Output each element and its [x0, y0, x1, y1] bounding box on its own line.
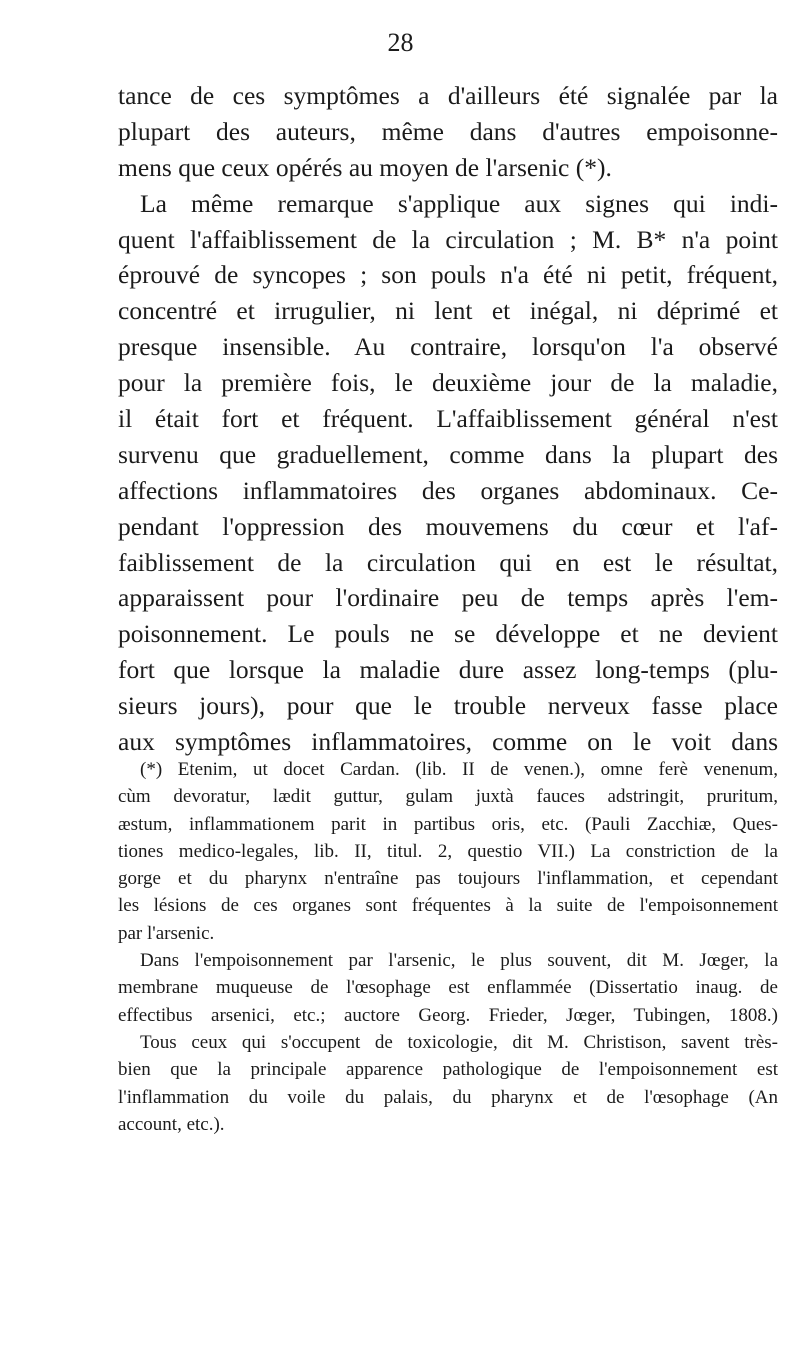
text-line: pendant l'oppression des mouvemens du cœur et l'af-: [118, 511, 778, 541]
text-line: poisonnement. Le pouls ne se développe et ne devient: [118, 619, 778, 649]
footnote-line: Tous ceux qui s'occupent de toxicologie, dit M. Christison, savent très-: [140, 1031, 778, 1053]
text-line: quent l'affaiblissement de la circulation ; M. B* n'a point: [118, 224, 778, 254]
footnote-line: par l'arsenic.: [118, 922, 215, 944]
footnote-line: les lésions de ces organes sont fréquentes à la suite de l'empoisonnement: [118, 895, 778, 917]
text-line: pour la première fois, le deuxième jour de la maladie,: [118, 368, 778, 398]
page-number: 28: [387, 28, 414, 57]
text-line: il était fort et fréquent. L'affaiblissement général n'est: [118, 404, 778, 434]
text-line: concentré et irrugulier, ni lent et inégal, ni déprimé et: [118, 296, 778, 326]
main-text-block: [118, 78, 778, 760]
text-line: aux symptômes inflammatoires, comme on le voit dans: [118, 727, 778, 757]
text-line: affections inflammatoires des organes abdominaux. Ce-: [118, 475, 778, 505]
footnote-line: æstum, inflammationem parit in partibus oris, etc. (Pauli Zacchiæ, Ques-: [118, 813, 778, 835]
footnote-line: l'inflammation du voile du palais, du pharynx et de l'œsophage (An: [118, 1086, 778, 1108]
footnote-line: bien que la principale apparence pathologique de l'empoisonnement est: [118, 1059, 778, 1081]
footnote-line: membrane muqueuse de l'œsophage est enflammée (Dissertatio inaug. de: [118, 977, 778, 999]
text-line: survenu que graduellement, comme dans la plupart des: [118, 439, 778, 469]
text-line: éprouvé de syncopes ; son pouls n'a été ni petit, fréquent,: [118, 260, 778, 290]
footnote-line: cùm devoratur, lædit guttur, gulam juxtà fauces adstringit, pruritum,: [118, 786, 778, 808]
text-line: presque insensible. Au contraire, lorsqu'on l'a observé: [118, 332, 778, 362]
footnote-line: effectibus arsenici, etc.; auctore Georg. Frieder, Jœger, Tubingen, 1808.): [118, 1004, 778, 1026]
footnote-line: account, etc.).: [118, 1113, 225, 1135]
text-line: sieurs jours), pour que le trouble nerveux fasse place: [118, 691, 778, 721]
footnote-line: Dans l'empoisonnement par l'arsenic, le plus souvent, dit M. Jœger, la: [140, 950, 778, 972]
footnote-line: tiones medico-legales, lib. II, titul. 2, questio VII.) La constriction de la: [118, 840, 778, 862]
footnote-line: (*) Etenim, ut docet Cardan. (lib. II de venen.), omne ferè venenum,: [140, 759, 778, 780]
text-line: apparaissent pour l'ordinaire peu de temps après l'em-: [118, 583, 778, 613]
text-line: fort que lorsque la maladie dure assez long-temps (plu-: [118, 655, 778, 685]
text-line: plupart des auteurs, même dans d'autres empoisonne-: [118, 116, 778, 146]
footnote-block: [118, 756, 778, 1138]
text-line: La même remarque s'applique aux signes qui indi-: [140, 188, 778, 218]
text-line: tance de ces symptômes a d'ailleurs été signalée par la: [118, 81, 778, 110]
text-line: faiblissement de la circulation qui en est le résultat,: [118, 547, 778, 577]
footnote-line: gorge et du pharynx n'entraîne pas toujours l'inflammation, et cependant: [118, 868, 778, 890]
text-line: mens que ceux opérés au moyen de l'arsenic (*).: [118, 152, 612, 182]
